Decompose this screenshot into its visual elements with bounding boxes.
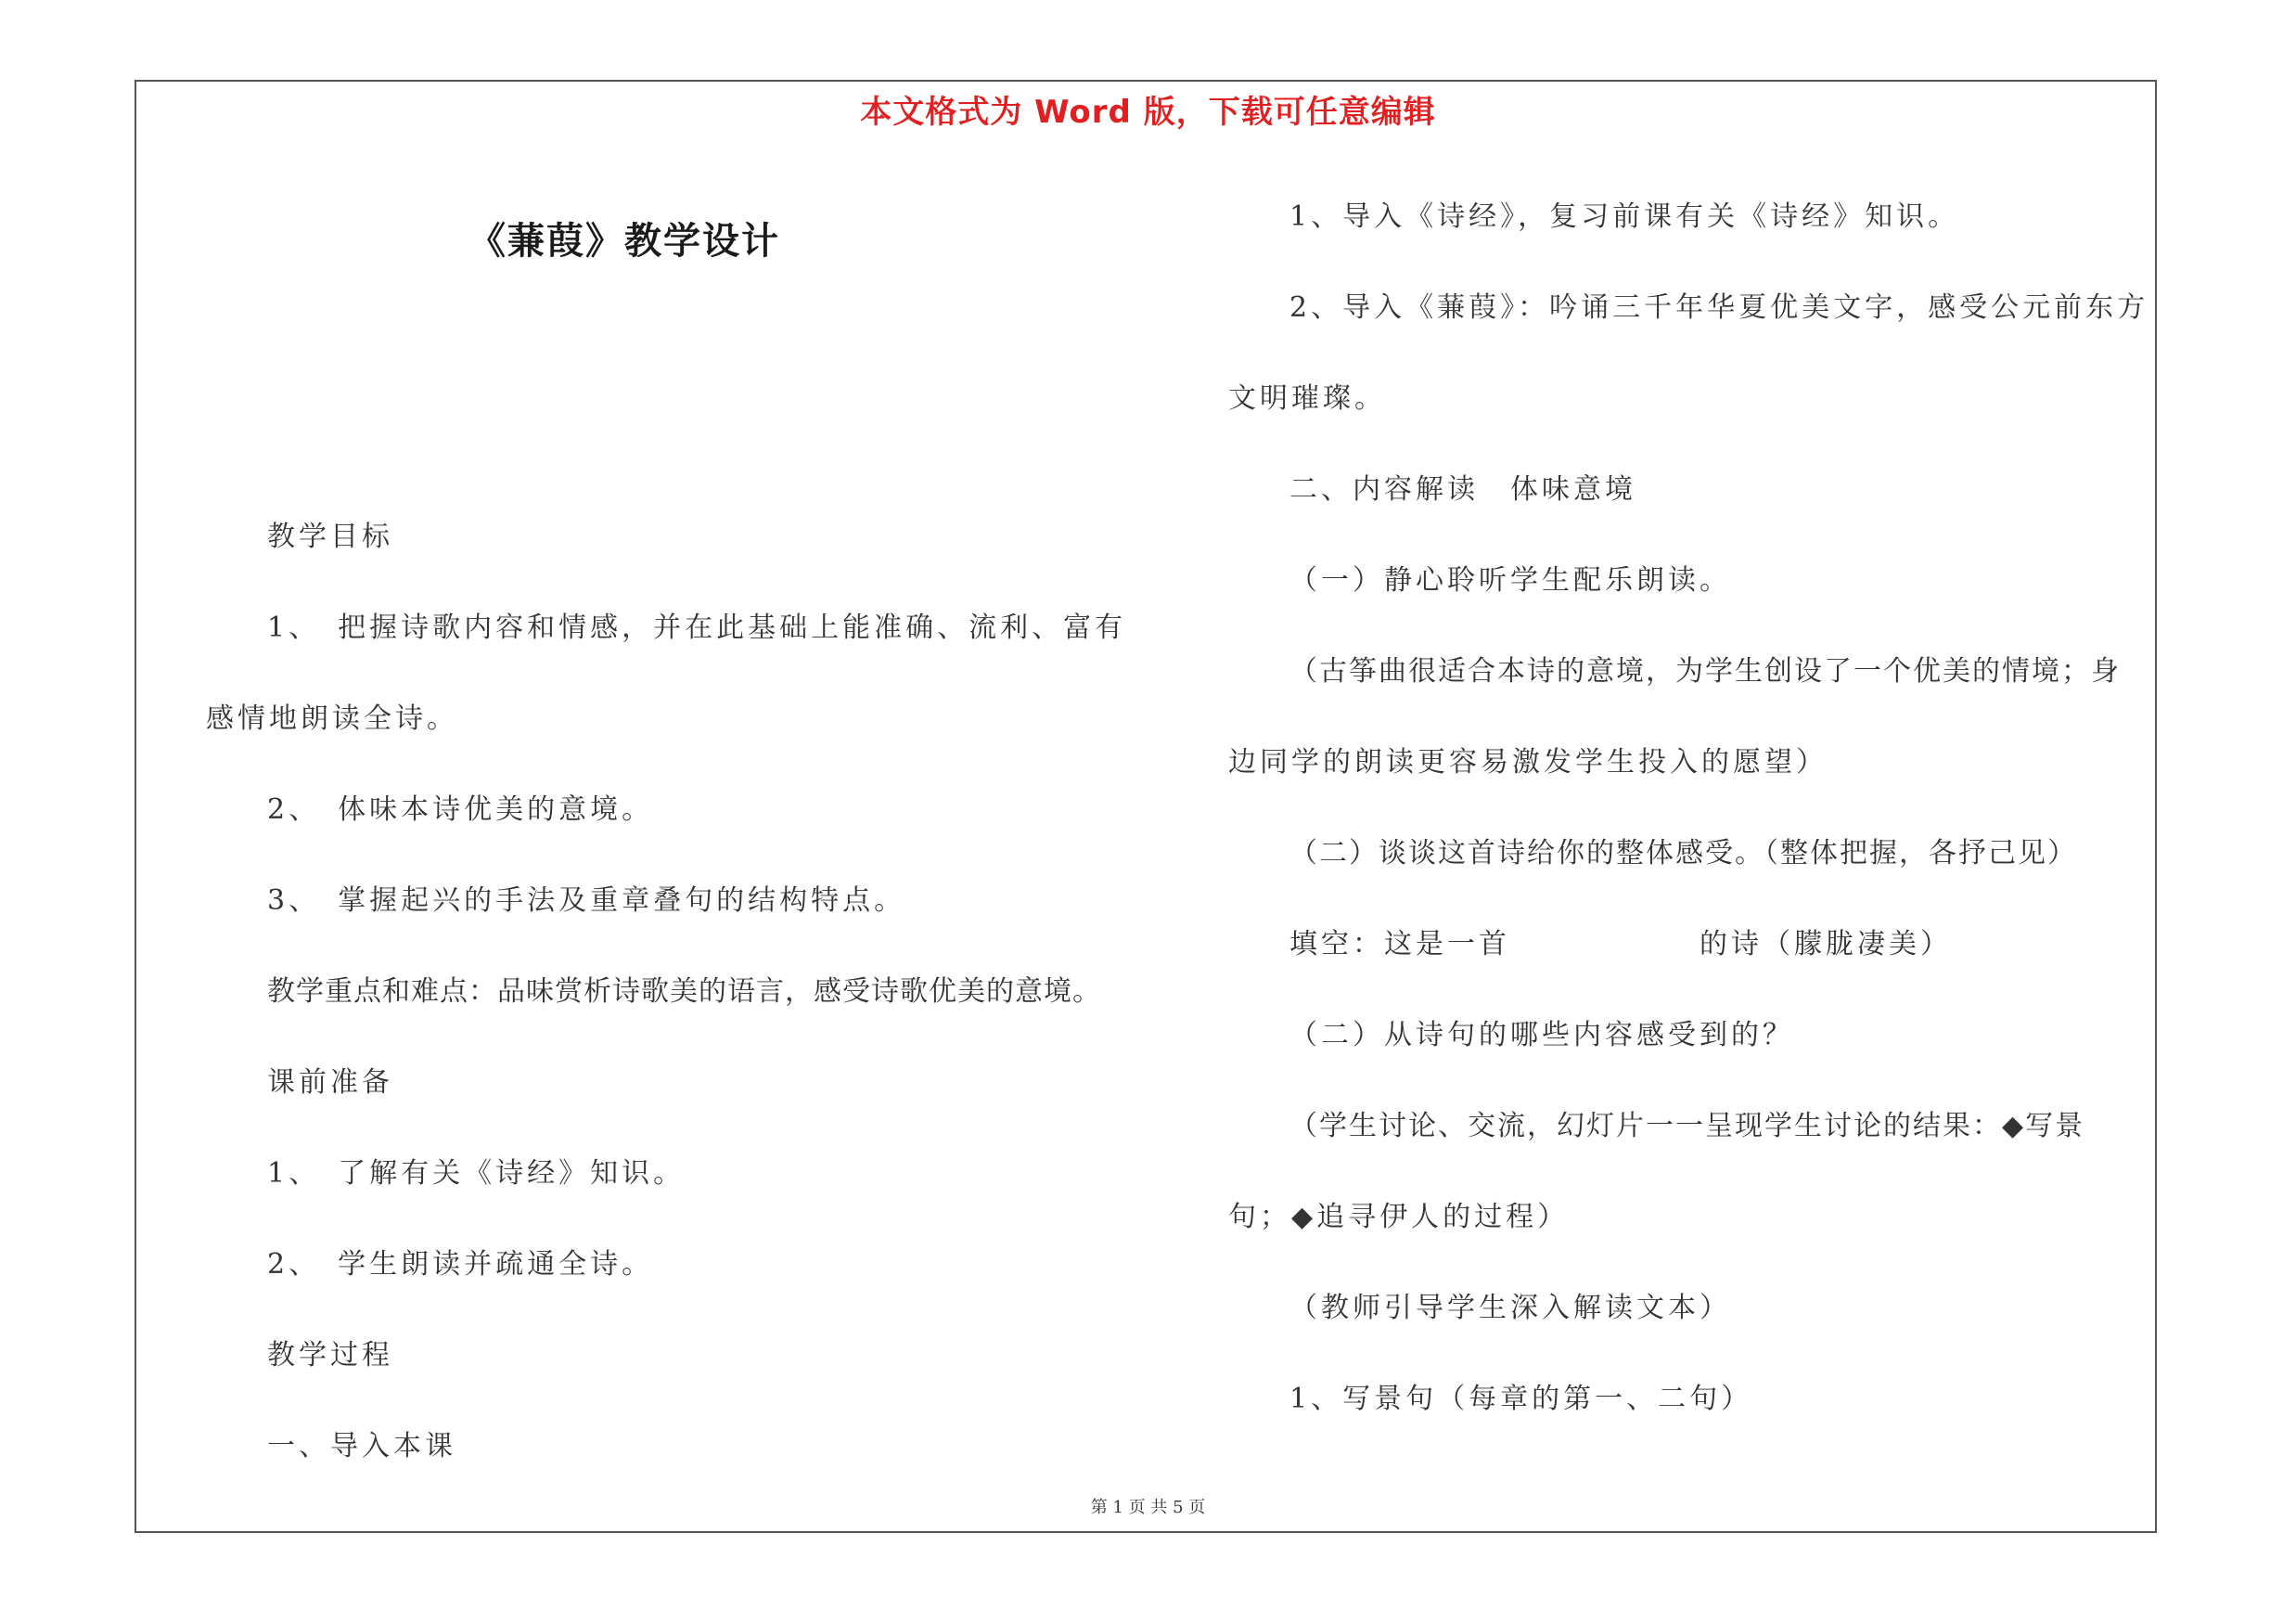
right-line: （一）静心聆听学生配乐朗读。 [1289,564,1731,597]
right-line: （二）从诗句的哪些内容感受到的？ [1289,1019,1794,1051]
right-line: 文明璀璨。 [1228,382,1386,415]
right-line: 2、导入《蒹葭》：吟诵三千年华夏优美文字，感受公元前东方 [1289,291,2149,324]
right-line: 句；◆追寻伊人的过程） [1228,1201,1570,1233]
format-banner: 本文格式为 Word 版，下载可任意编辑 [860,94,1436,131]
left-line: 教学过程 [267,1339,393,1372]
right-line: 二、内容解读 体味意境 [1289,473,1636,506]
right-line: 边同学的朗读更容易激发学生投入的愿望） [1228,746,1828,779]
right-line: （二）谈谈这首诗给你的整体感受。（整体把握，各抒己见） [1289,837,2077,869]
left-line: 1、 了解有关《诗经》知识。 [267,1157,686,1190]
right-line: 1、导入《诗经》，复习前课有关《诗经》知识。 [1289,200,1960,233]
right-line: 1、写景句（每章的第一、二句） [1289,1383,1753,1415]
left-line: 教学重点和难点：品味赏析诗歌美的语言，感受诗歌优美的意境。 [267,975,1101,1008]
right-line: （学生讨论、交流，幻灯片一一呈现学生讨论的结果：◆写景 [1289,1110,2085,1142]
left-line: 1、 把握诗歌内容和情感，并在此基础上能准确、流利、富有 [267,612,1127,644]
left-line: 2、 体味本诗优美的意境。 [267,793,654,826]
page-footer: 第 1 页 共 5 页 [1090,1498,1206,1517]
left-line: 3、 掌握起兴的手法及重章叠句的结构特点。 [267,884,906,917]
left-line: 教学目标 [267,521,393,553]
right-line: 填空：这是一首 的诗（朦胧凄美） [1289,928,1952,960]
document-title: 《蒹葭》教学设计 [468,220,780,263]
right-line: （教师引导学生深入解读文本） [1289,1292,1731,1324]
left-line: 2、 学生朗读并疏通全诗。 [267,1248,654,1281]
left-line: 课前准备 [267,1066,393,1099]
right-line: （古筝曲很适合本诗的意境，为学生创设了一个优美的情境；身 [1289,655,2121,688]
left-line: 感情地朗读全诗。 [206,702,458,735]
left-line: 一、导入本课 [267,1430,456,1462]
